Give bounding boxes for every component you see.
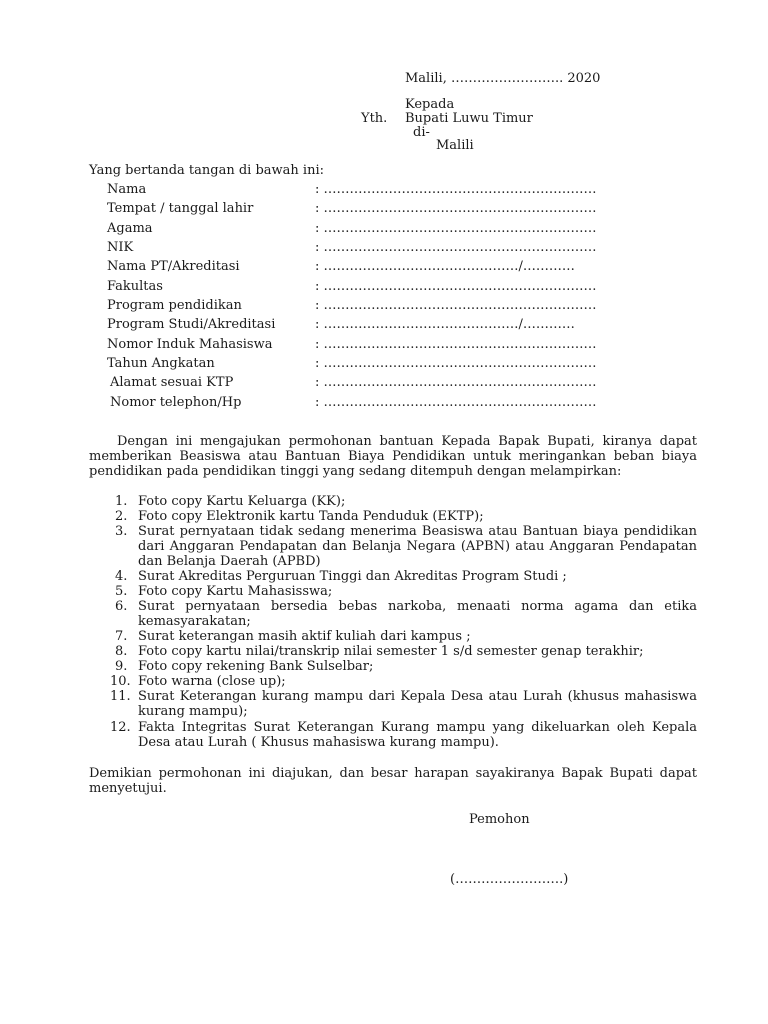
list-text: Surat Keterangan kurang mampu dari Kepala Desa atau Lurah (khusus mahasiswa kurang mampu); [138,689,697,719]
field-row [107,316,667,335]
signature-name-line: (…………………….) [450,872,569,887]
field-label: NIK [107,240,134,255]
list-number: 12. [110,720,131,735]
place-date: Malili, …………………….. 2020 [405,71,601,86]
signature-title: Pemohon [469,812,530,827]
list-number: 7. [115,629,128,644]
list-number: 9. [115,659,128,674]
field-row [107,355,667,374]
list-text: Foto warna (close up); [138,674,286,689]
field-value: : ……………………………………………………… [315,279,597,294]
field-row [107,374,667,393]
field-row [107,394,667,413]
list-number: 2. [115,509,128,524]
list-number: 3. [115,524,128,539]
field-value: : ……………………………………………………… [315,221,597,236]
yth-label: Yth. [361,111,388,126]
list-text: Foto copy Kartu Keluarga (KK); [138,494,346,509]
list-text: Foto copy rekening Bank Sulselbar; [138,659,374,674]
list-text: Foto copy Elektronik kartu Tanda Penduduk (EKTP); [138,509,484,524]
field-value: : ……………………………………………………… [315,356,597,371]
field-label: Program pendidikan [107,298,242,313]
field-value: : ……………………………………………………… [315,201,597,216]
field-row [107,278,667,297]
field-label: Tahun Angkatan [107,356,215,371]
closing-paragraph: Demikian permohonan ini diajukan, dan besar harapan sayakiranya Bapak Bupati dapat menyetujui. [89,766,697,796]
field-value: : ……………………………………………………… [315,375,597,390]
field-label: Tempat / tanggal lahir [107,201,254,216]
field-value: : ……………………………………………………… [315,298,597,313]
field-label: Alamat sesuai KTP [110,375,234,390]
field-row [107,239,667,258]
field-value: : ……………………………………………………… [315,182,597,197]
list-number: 1. [115,494,128,509]
field-row [107,297,667,316]
field-label: Nomor Induk Mahasiswa [107,337,273,352]
field-label: Agama [107,221,153,236]
field-value: : ………………………………………/………… [315,317,575,332]
field-label: Nomor telephon/Hp [110,395,242,410]
field-label: Nama [107,182,147,197]
list-number: 4. [115,569,128,584]
field-value: : ……………………………………………………… [315,337,597,352]
list-text: Surat keterangan masih aktif kuliah dari kampus ; [138,629,471,644]
list-text: Surat pernyataan bersedia bebas narkoba, menaati norma agama dan etika kemasyarakatan; [138,599,697,629]
field-row [107,181,667,200]
list-text: Surat Akreditas Perguruan Tinggi dan Akreditas Program Studi ; [138,569,567,584]
body-paragraph: Dengan ini mengajukan permohonan bantuan Kepada Bapak Bupati, kiranya dapat memberikan Beasiswa atau Bantuan Biaya Pendidikan untuk meringankan beban biaya pendidikan pada pendidikan tinggi yang sedang ditempuh dengan melampirkan: [89,434,697,479]
kepada-label: Kepada [405,97,455,112]
field-row [107,258,667,277]
list-text: Surat pernyataan tidak sedang menerima Beasiswa atau Bantuan biaya pendidikan dari Anggaran Pendapatan dan Belanja Negara (APBN) atau Anggaran Pendapatan dan Belanja Daerah (APBD) [138,524,697,569]
di-label: di- [413,125,430,140]
list-number: 8. [115,644,128,659]
intro-text: Yang bertanda tangan di bawah ini: [89,163,324,178]
list-number: 10. [110,674,131,689]
field-row [107,200,667,219]
list-text: Fakta Integritas Surat Keterangan Kurang mampu yang dikeluarkan oleh Kepala Desa atau Lurah ( Khusus mahasiswa kurang mampu). [138,720,697,750]
field-value: : ………………………………………/………… [315,259,575,274]
field-row [107,336,667,355]
field-row [107,220,667,239]
list-text: Foto copy Kartu Mahasisswa; [138,584,333,599]
recipient-city: Malili [436,138,474,153]
field-label: Nama PT/Akreditasi [107,259,240,274]
list-text: Foto copy kartu nilai/transkrip nilai semester 1 s/d semester genap terakhir; [138,644,644,659]
field-label: Fakultas [107,279,163,294]
list-number: 5. [115,584,128,599]
recipient: Bupati Luwu Timur [405,111,533,126]
field-value: : ……………………………………………………… [315,240,597,255]
list-number: 6. [115,599,128,614]
list-number: 11. [110,689,131,704]
field-label: Program Studi/Akreditasi [107,317,276,332]
field-value: : ……………………………………………………… [315,395,597,410]
